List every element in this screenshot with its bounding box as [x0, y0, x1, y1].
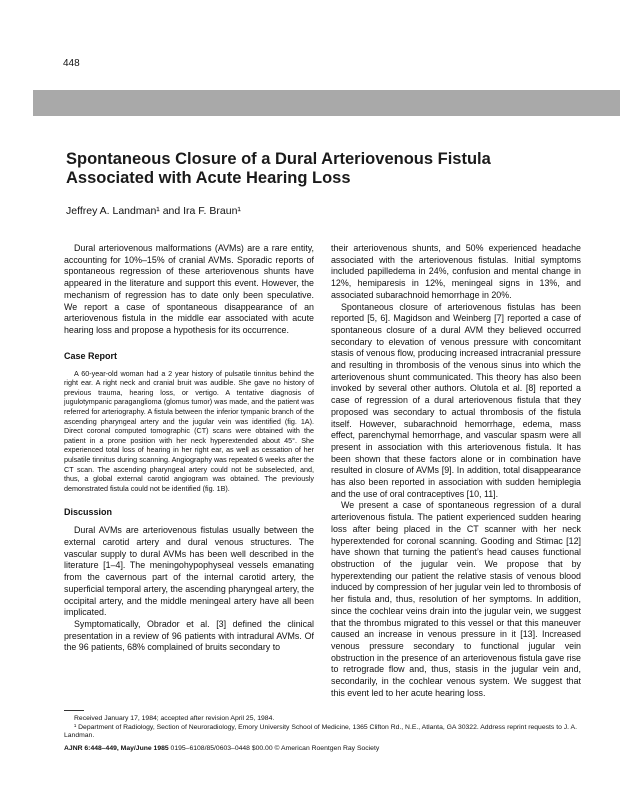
- right-column: [331, 243, 581, 699]
- affiliation-note: ¹ Department of Radiology, Section of Neuroradiology, Emory University School of Medicine, 1365 Clifton Rd., N.E., Atlanta, GA 30322. Address reprint requests to J. A. Landman.: [64, 723, 577, 740]
- journal-line: [64, 745, 584, 752]
- page-number: 448: [63, 58, 80, 69]
- discussion-paragraph: Symptomatically, Obrador et al. [3] defined the clinical presentation in a review of 96 patients with intradural AVMs. Of the 96 patients, 68% complained of bruits secondary to: [64, 618, 314, 653]
- journal-citation: AJNR 6:448–449, May/June 1985: [64, 745, 169, 752]
- case-report-heading: Case Report: [64, 350, 118, 361]
- footnotes: [64, 715, 584, 741]
- footnote-rule: [64, 710, 84, 711]
- body-paragraph: Spontaneous closure of arteriovenous fistulas has been reported [5, 6]. Magidson and Weinberg [7] reported a case of spontaneous closure of a dural AVM they believed occurred secondary to elevation of venous pressure with concomitant stasis of venous flow, producing increased intracranial pressure and resulting in thrombosis of the venous sinus into which the arteriovenous shunt communicated. This theory has also been invoked by several other authors. Olutola et al. [8] reported a case of regression of a dural arteriovenous fistula that they proposed was secondary to actual thrombosis of the fistula itself. However, subarachnoid hemorrhage, edema, mass effect, parenchymal hemorrhage, and vascular spasm were all present in association with this arteriovenous fistula. It has been shown that these factors alone or in combination have resulted in closure of AVMs [9]. In addition, total disappearance has also been reported in association with sudden hemiplegia and the use of oral contraceptives [10, 11].: [331, 301, 581, 499]
- article-title: Spontaneous Closure of a Dural Arteriovenous Fistula Associated with Acute Hearing Loss: [66, 150, 491, 187]
- body-paragraph: We present a case of spontaneous regression of a dural arteriovenous fistula. The patient experienced sudden hearing loss after being placed in the CT scanner with her neck hyperextended for coronal scanning. Gooding and Stimac [12] have shown that turning the patient’s head causes functional obstruction of the jugular vein. We propose that by hyperextending our patient the relative stasis of venous blood induced by compression of her jugular vein led to thrombosis of her fistula and, thus, resolution of her symptoms. In addition, since the cochlear veins drain into the jugular vein, we suggest that the thrombus migrated to this vessel or that this maneuver caused an increase in venous pressure in it [13]. Increased venous pressure secondary to functional jugular vein obstruction in the presence of an arteriovenous fistula gave rise to retrograde flow and, thus, stasis in the jugular vein and, secondarily, in the cochlear venous system. We suggest that this event led to her acute hearing loss.: [331, 500, 581, 698]
- body-paragraph: their arteriovenous shunts, and 50% experienced headache associated with the arteriovenous fistulas. Initial symptoms included papilledema in 24%, confusion and mental change in 12%, hemiparesis in 12%, meningeal signs in 13%, and associated subarachnoid hemorrhage in 20%.: [331, 243, 581, 300]
- header-band: [33, 90, 620, 116]
- abstract: Dural arteriovenous malformations (AVMs) are a rare entity, accounting for 10%–15% of cranial AVMs. Sporadic reports of spontaneous regression of these arteriovenous shunts have appeared in the literature and support this event. However, the mechanism of regression has to date only been speculative. We report a case of spontaneous disappearance of an arteriovenous fistula in the middle ear associated with acute hearing loss and propose a hypothesis for its occurrence.: [64, 243, 314, 335]
- left-column: [64, 243, 314, 654]
- discussion-heading: Discussion: [64, 507, 113, 518]
- received-note: Received January 17, 1984; accepted after revision April 25, 1984.: [74, 715, 275, 722]
- journal-details: 0195–6108/85/0603–0448 $00.00 © American Roentgen Ray Society: [168, 745, 380, 752]
- authors: Jeffrey A. Landman¹ and Ira F. Braun¹: [66, 205, 241, 217]
- case-report-text: A 60-year-old woman had a 2 year history of pulsatile tinnitus behind the right ear. A right neck and cranial bruit was audible. She gave no history of previous trauma, hearing loss, or vertigo. A tentative diagnosis of jugulotympanic paraganglioma (glomus tumor) was made, and the patient was referred for arteriography. A fistula between the inferior tympanic branch of the ascending pharyngeal artery and the jugular vein was identified (fig. 1A). Direct coronal computed tomographic (CT) scans were obtained with the patient in a prone position with her neck hyperextended about 45°. She experienced total loss of hearing in her right ear, as well as cessation of her pulsatile tinnitus during scanning. Angiography was repeated 6 weeks after the CT scan. The ascending pharyngeal artery could not be subselected, and, thus, a global external carotid angiogram was obtained. The previously demonstrated fistula could not be identified (fig. 1B).: [64, 368, 314, 493]
- discussion-paragraph: Dural AVMs are arteriovenous fistulas usually between the external carotid artery and dural venous structures. The vascular supply to dural AVMs has been well described in the literature [1–4]. The meningohypophyseal vessels emanating from the cavernous part of the internal carotid artery, the superficial temporal artery, the ascending pharyngeal artery, the occipital artery, and the middle meningeal artery have all been implicated.: [64, 525, 314, 618]
